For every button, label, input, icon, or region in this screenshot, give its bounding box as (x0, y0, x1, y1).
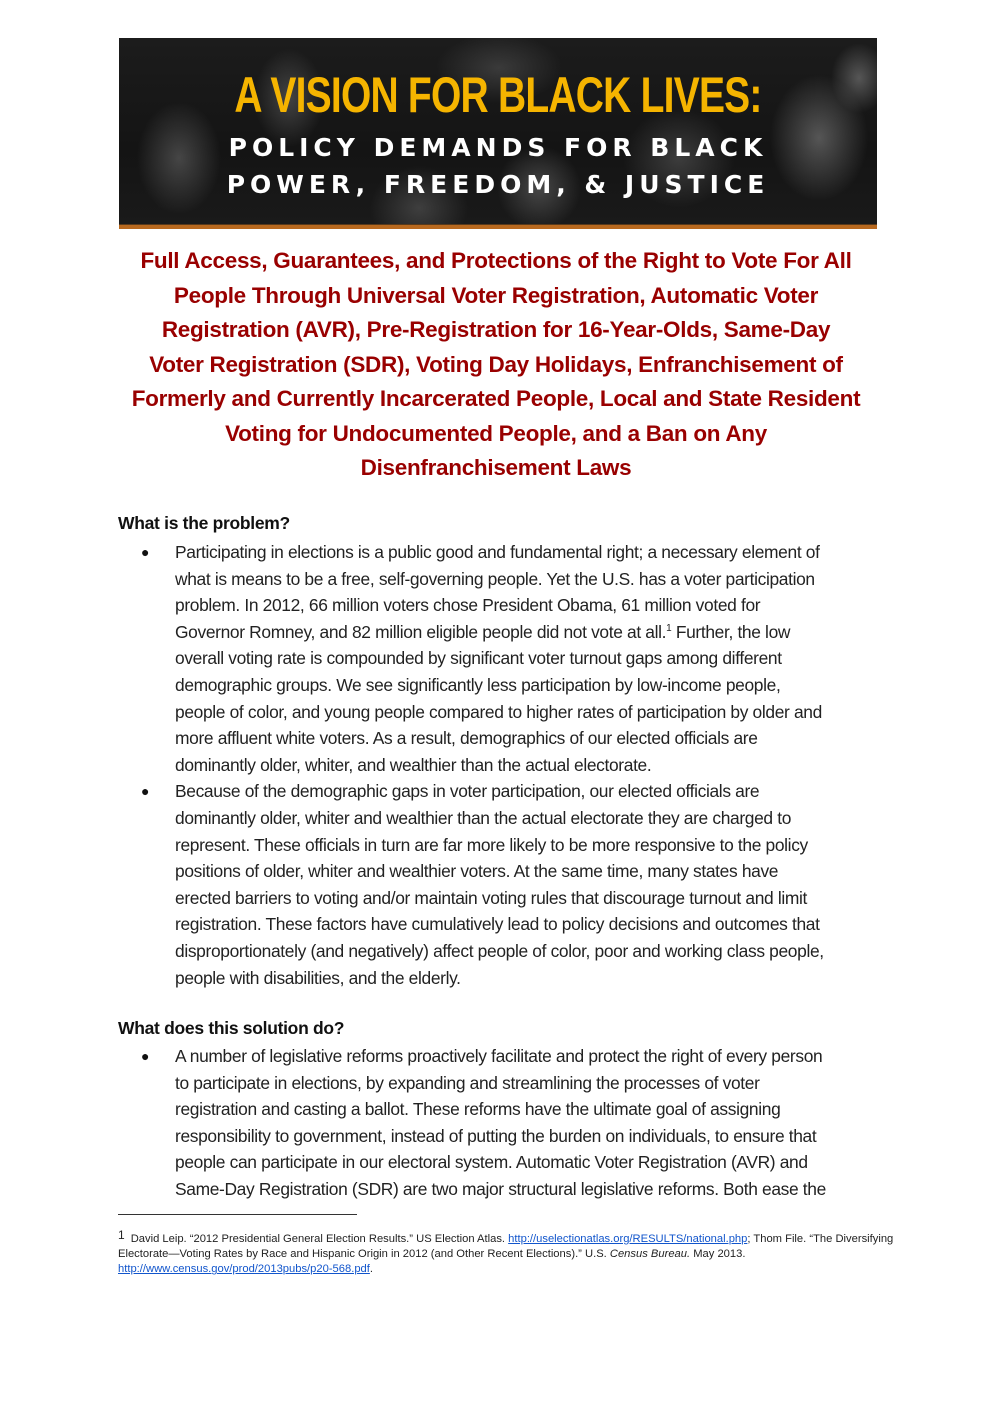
section-heading-problem: What is the problem? (118, 513, 290, 533)
text-line: dominantly older, whiter and wealthier than the actual electorate they are charged to (175, 807, 792, 828)
document-title (110, 244, 882, 486)
title-line: People Through Universal Voter Registration, Automatic Voter (173, 282, 819, 308)
text-line: what is means to be a free, self-governing people. Yet the U.S. has a voter participation (175, 568, 815, 589)
text-line: Participating in elections is a public good and fundamental right; a necessary element of (175, 542, 820, 562)
title-line: Formerly and Currently Incarcerated People, Local and State Resident (131, 386, 861, 411)
text-line: people can participate in our electoral system. Automatic Voter Registration (AVR) and (175, 1152, 808, 1173)
list-item (118, 539, 888, 778)
text-segment: Electorate—Voting Rates by Race and Hispanic Origin in 2012 (and Other Recent Elections).” U.S. (118, 1248, 610, 1261)
title-line: Voting for Undocumented People, and a Ban on Any (225, 420, 767, 446)
text-segment: ; Thom File. “The Diversifying (747, 1233, 894, 1245)
text-line: represent. These officials in turn are far more likely to be more responsive to the policy (175, 834, 808, 855)
text-line: disproportionately (and negatively) affect people of color, poor and working class people, (175, 940, 824, 961)
text-line: positions of older, whiter and wealthier voters. At the same time, many states have (175, 861, 779, 882)
problem-bullet-list (118, 539, 888, 991)
footnote-reference-link[interactable]: 1 (666, 622, 672, 634)
banner-subtitle-line-1: POLICY DEMANDS FOR BLACK (228, 133, 768, 162)
footnote-separator (118, 1214, 357, 1215)
footnote-link-census[interactable]: http://www.census.gov/prod/2013pubs/p20-568.pdf (118, 1263, 370, 1276)
title-line: Voter Registration (SDR), Voting Day Holidays, Enfranchisement of (149, 351, 843, 377)
text-line: registration and casting a ballot. These reforms have the ultimate goal of assigning (175, 1099, 781, 1120)
text-line: demographic groups. We see significantly less participation by low-income people, (175, 674, 781, 695)
text-line: people of color, and young people compared to higher rates of participation by older and (175, 701, 822, 722)
text-segment: Governor Romney, and 82 million eligible people did not vote at all. (175, 621, 667, 642)
title-line: Full Access, Guarantees, and Protections of the Right to Vote For All (140, 248, 852, 273)
footnote-link-uselectionatlas[interactable]: http://uselectionatlas.org/RESULTS/national.php (508, 1233, 748, 1245)
title-line: Disenfranchisement Laws (360, 455, 632, 480)
text-line: responsibility to government, instead of putting the burden on individuals, to ensure that (175, 1125, 817, 1146)
text-segment: . (369, 1263, 373, 1276)
banner-subtitle-line-2: POWER, FREEDOM, & JUSTICE (226, 170, 770, 199)
text-segment: David Leip. “2012 Presidential General Election Results.” US Election Atlas. (130, 1233, 509, 1245)
header-banner-image (119, 38, 877, 226)
text-segment: May 2013. (690, 1248, 746, 1261)
bullet-icon: ● (141, 1048, 150, 1064)
title-line: Registration (AVR), Pre-Registration for 16-Year-Olds, Same-Day (161, 317, 831, 342)
footnote-line (118, 1262, 888, 1277)
text-line: to participate in elections, by expanding and streamlining the processes of voter (175, 1072, 760, 1093)
text-line: overall voting rate is compounded by significant voter turnout gaps among different (175, 648, 782, 669)
text-segment: Further, the low (671, 621, 791, 642)
section-heading-solution: What does this solution do? (118, 1018, 345, 1038)
text-segment-italic: Census Bureau. (609, 1248, 691, 1261)
banner-title: A VISION FOR BLACK LIVES: (234, 67, 762, 123)
text-line: erected barriers to voting and/or maintain voting rules that discourage turnout and limit (175, 887, 807, 908)
text-line: dominantly older, whiter, and wealthier than the actual electorate. (175, 754, 652, 775)
list-item (118, 778, 888, 991)
bullet-icon: ● (141, 783, 150, 800)
text-line (175, 619, 888, 646)
text-line: problem. In 2012, 66 million voters chose President Obama, 61 million voted for (175, 595, 761, 616)
footnote-line (118, 1228, 894, 1247)
text-line: more affluent white voters. As a result, demographics of our elected officials are (175, 728, 758, 749)
text-line: registration. These factors have cumulatively lead to policy decisions and outcomes that (175, 914, 820, 935)
bullet-icon: ● (141, 544, 150, 560)
footnote (118, 1228, 894, 1278)
text-line: people with disabilities, and the elderly. (175, 967, 461, 988)
text-line: A number of legislative reforms proactively facilitate and protect the right of every person (175, 1046, 823, 1066)
text-line: Same-Day Registration (SDR) are two major structural legislative reforms. Both ease the (175, 1178, 826, 1199)
banner-divider (119, 224, 877, 229)
solution-bullet-list (118, 1043, 888, 1203)
footnote-number: 1 (118, 1228, 125, 1242)
text-line: Because of the demographic gaps in voter participation, our elected officials are (175, 781, 760, 802)
footnote-line (118, 1247, 888, 1262)
list-item (118, 1043, 888, 1203)
